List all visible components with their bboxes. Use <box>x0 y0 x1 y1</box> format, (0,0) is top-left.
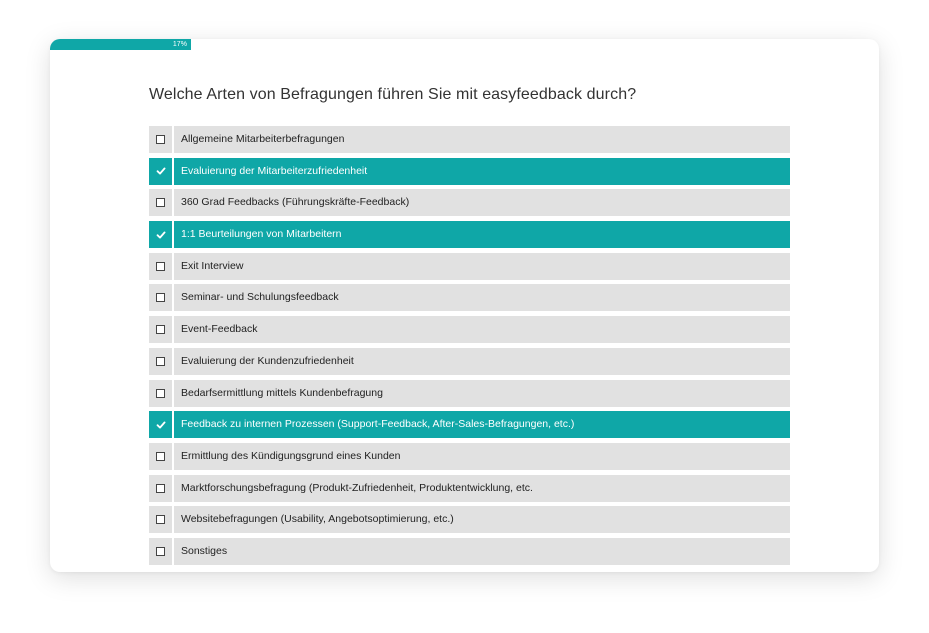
option-checkbox[interactable] <box>149 189 172 216</box>
answer-option[interactable] <box>149 158 790 185</box>
question-title: Welche Arten von Befragungen führen Sie mit easyfeedback durch? <box>149 86 637 103</box>
answer-option[interactable] <box>149 253 790 280</box>
checkbox-icon <box>156 452 165 461</box>
answer-option[interactable] <box>149 538 790 565</box>
option-label[interactable]: 360 Grad Feedbacks (Führungskräfte-Feedback) <box>174 189 790 216</box>
answer-option[interactable] <box>149 443 790 470</box>
option-label[interactable]: Ermittlung des Kündigungsgrund eines Kunden <box>174 443 790 470</box>
option-label[interactable]: Event-Feedback <box>174 316 790 343</box>
option-label[interactable]: Evaluierung der Kundenzufriedenheit <box>174 348 790 375</box>
answer-option[interactable] <box>149 126 790 153</box>
checkmark-icon <box>156 166 166 176</box>
option-checkbox[interactable] <box>149 253 172 280</box>
answer-option[interactable] <box>149 348 790 375</box>
checkmark-icon <box>156 230 166 240</box>
answer-option[interactable] <box>149 189 790 216</box>
answer-option[interactable] <box>149 380 790 407</box>
answer-option[interactable] <box>149 475 790 502</box>
checkbox-icon <box>156 198 165 207</box>
checkbox-icon <box>156 484 165 493</box>
option-checkbox[interactable] <box>149 316 172 343</box>
option-checkbox[interactable] <box>149 126 172 153</box>
option-label[interactable]: Allgemeine Mitarbeiterbefragungen <box>174 126 790 153</box>
option-label[interactable]: 1:1 Beurteilungen von Mitarbeitern <box>174 221 790 248</box>
option-checkbox[interactable] <box>149 348 172 375</box>
option-label[interactable]: Websitebefragungen (Usability, Angebotsoptimierung, etc.) <box>174 506 790 533</box>
checkbox-icon <box>156 547 165 556</box>
option-label[interactable]: Seminar- und Schulungsfeedback <box>174 284 790 311</box>
checkbox-icon <box>156 357 165 366</box>
option-checkbox[interactable] <box>149 475 172 502</box>
checkbox-icon <box>156 515 165 524</box>
answer-option[interactable] <box>149 411 790 438</box>
progress-fill <box>50 39 191 50</box>
option-checkbox[interactable] <box>149 284 172 311</box>
option-label[interactable]: Evaluierung der Mitarbeiterzufriedenheit <box>174 158 790 185</box>
option-label[interactable]: Feedback zu internen Prozessen (Support-Feedback, After-Sales-Befragungen, etc.) <box>174 411 790 438</box>
option-label[interactable]: Sonstiges <box>174 538 790 565</box>
answer-options-list <box>149 126 790 570</box>
answer-option[interactable] <box>149 316 790 343</box>
checkbox-icon <box>156 389 165 398</box>
answer-option[interactable] <box>149 284 790 311</box>
option-checkbox[interactable] <box>149 221 172 248</box>
checkbox-icon <box>156 325 165 334</box>
answer-option[interactable] <box>149 506 790 533</box>
checkmark-icon <box>156 420 166 430</box>
option-checkbox[interactable] <box>149 443 172 470</box>
progress-label: 17% <box>172 41 187 48</box>
checkbox-icon <box>156 293 165 302</box>
option-checkbox[interactable] <box>149 411 172 438</box>
survey-card <box>50 39 879 572</box>
option-checkbox[interactable] <box>149 538 172 565</box>
checkbox-icon <box>156 262 165 271</box>
option-checkbox[interactable] <box>149 158 172 185</box>
option-label[interactable]: Exit Interview <box>174 253 790 280</box>
checkbox-icon <box>156 135 165 144</box>
progress-bar <box>50 39 879 50</box>
option-label[interactable]: Marktforschungsbefragung (Produkt-Zufriedenheit, Produktentwicklung, etc. <box>174 475 790 502</box>
option-checkbox[interactable] <box>149 506 172 533</box>
answer-option[interactable] <box>149 221 790 248</box>
option-checkbox[interactable] <box>149 380 172 407</box>
option-label[interactable]: Bedarfsermittlung mittels Kundenbefragung <box>174 380 790 407</box>
